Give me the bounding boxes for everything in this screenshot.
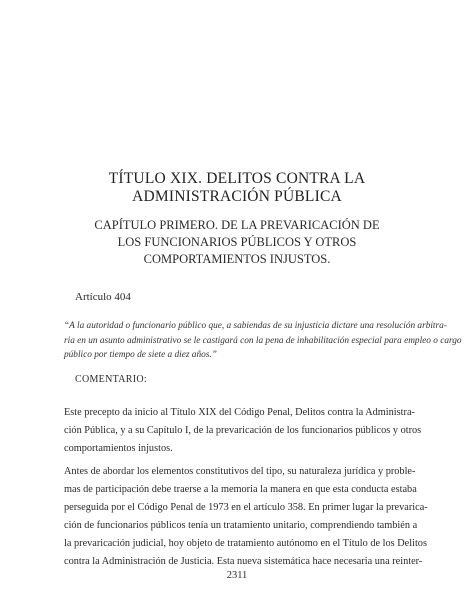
- paragraph-line: ción de funcionarios públicos tenía un tratamiento unitario, comprendiendo también a: [64, 520, 418, 531]
- quote-line: público por tiempo de siete a diez años.”: [64, 350, 217, 360]
- quote-line: “A la autoridad o funcionario público que, a sabiendas de su injusticia dictare una resolución arbitra-: [64, 321, 447, 331]
- paragraph-line: perseguida por el Código Penal de 1973 en el artículo 358. En primer lugar la prevarica-: [64, 502, 428, 513]
- chapter-line: LOS FUNCIONARIOS PÚBLICOS Y OTROS: [117, 235, 357, 249]
- comment-label: COMENTARIO:: [75, 374, 147, 385]
- article-heading: Artículo 404: [75, 291, 131, 303]
- paragraph-line: contra la Administración de Justicia. Esta nueva sistemática hace necesaria una reinter-: [64, 556, 423, 567]
- paragraph-line: ción Pública, y a su Capítulo I, de la prevaricación de los funcionarios públicos y otros: [64, 425, 422, 436]
- paragraph-line: la prevaricación judicial, hoy objeto de tratamiento autónomo en el Título de los Delitos: [64, 538, 427, 549]
- title-heading: [40, 170, 434, 206]
- paragraph-line: comportamientos injustos.: [64, 443, 173, 454]
- chapter-line: COMPORTAMIENTOS INJUSTOS.: [143, 252, 331, 266]
- chapter-line: CAPÍTULO PRIMERO. DE LA PREVARICACIÓN DE: [94, 218, 380, 232]
- paragraph-line: Este precepto da inicio al Título XIX del Código Penal, Delitos contra la Administra-: [64, 407, 415, 418]
- paragraph-2: [64, 463, 428, 571]
- article-quote: [64, 319, 462, 363]
- chapter-heading: [40, 217, 434, 268]
- page-number: 2311: [226, 570, 248, 581]
- quote-line: ria en un asunto administrativo se le castigará con la pena de inhabilitación especial para empleo o cargo: [64, 335, 462, 346]
- paragraph-1: [64, 404, 422, 458]
- title-line: ADMINISTRACIÓN PÚBLICA: [132, 188, 342, 205]
- paragraph-line: mas de participación debe traerse a la memoria la manera en que esta conducta estaba: [64, 484, 417, 495]
- paragraph-line: Antes de abordar los elementos constitutivos del tipo, su naturaleza jurídica y proble-: [64, 466, 416, 477]
- title-line: TÍTULO XIX. DELITOS CONTRA LA: [108, 170, 366, 187]
